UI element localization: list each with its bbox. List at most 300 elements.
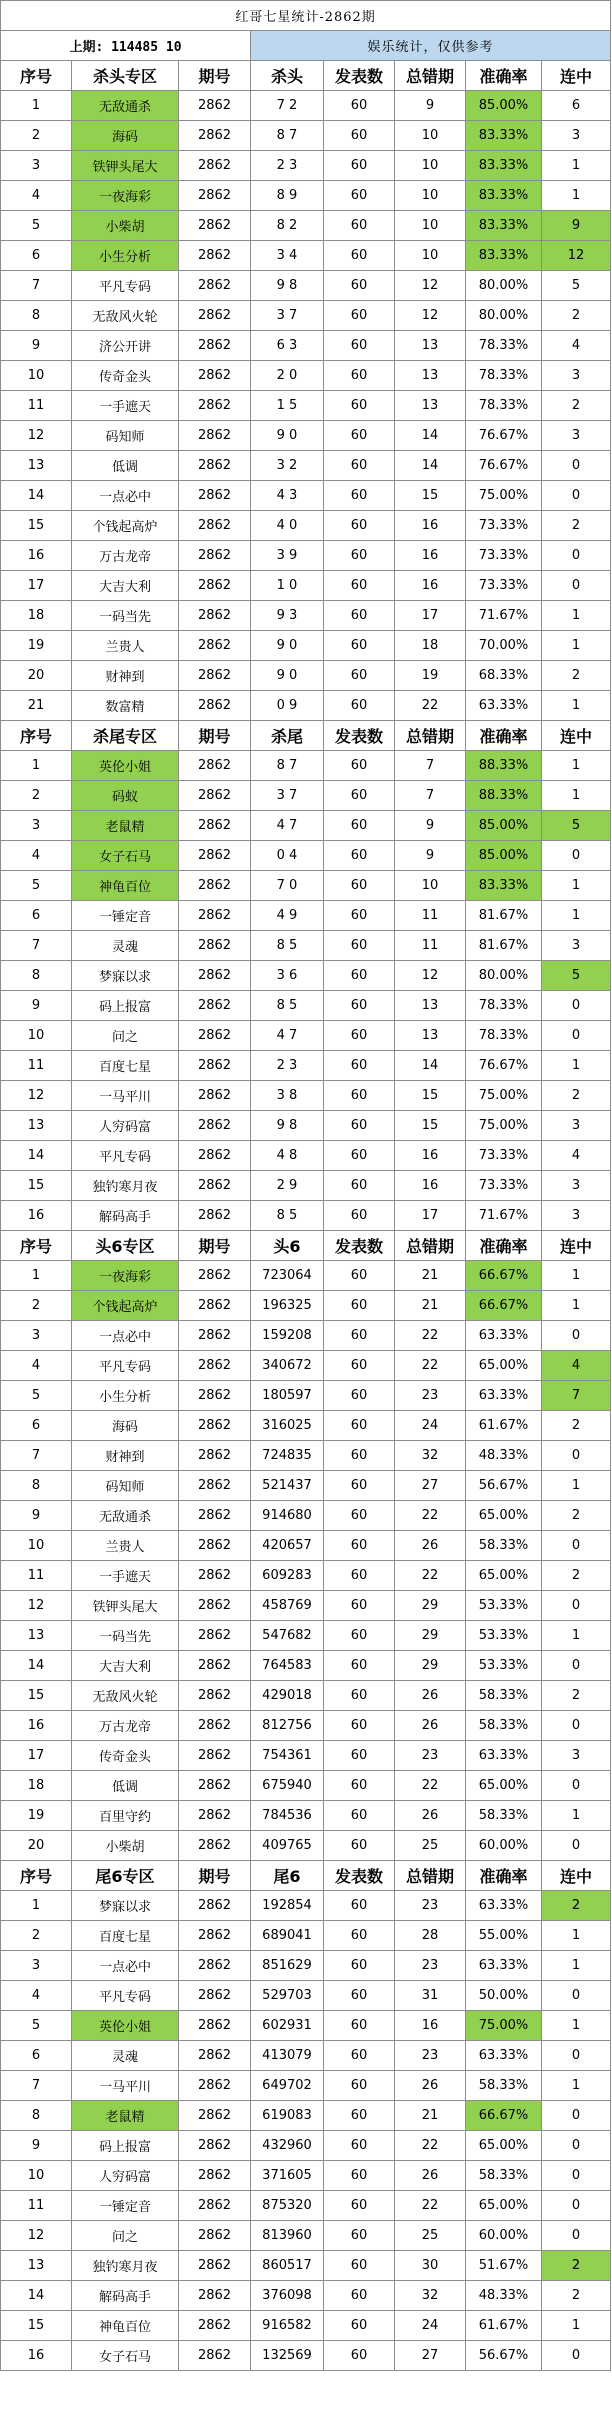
predicted-value: 916582 — [251, 2311, 324, 2341]
row-number: 7 — [1, 931, 72, 961]
post-count: 60 — [324, 601, 395, 631]
win-streak: 0 — [542, 1021, 611, 1051]
win-streak: 9 — [542, 211, 611, 241]
win-streak: 1 — [542, 151, 611, 181]
miss-count: 13 — [395, 331, 466, 361]
predictor-name: 灵魂 — [72, 931, 179, 961]
predicted-value: 429018 — [251, 1681, 324, 1711]
predicted-value: 724835 — [251, 1441, 324, 1471]
miss-count: 21 — [395, 1261, 466, 1291]
win-streak: 1 — [542, 1051, 611, 1081]
header-miss: 总错期 — [395, 721, 466, 751]
row-number: 11 — [1, 1051, 72, 1081]
post-count: 60 — [324, 1441, 395, 1471]
miss-count: 7 — [395, 781, 466, 811]
header-no: 序号 — [1, 61, 72, 91]
miss-count: 10 — [395, 871, 466, 901]
issue-number: 2862 — [179, 2221, 251, 2251]
table-row — [1, 1561, 611, 1591]
miss-count: 23 — [395, 1891, 466, 1921]
accuracy-rate: 83.33% — [466, 151, 542, 181]
predictor-name: 财神到 — [72, 661, 179, 691]
predictor-name: 一夜海彩 — [72, 1261, 179, 1291]
accuracy-rate: 65.00% — [466, 1771, 542, 1801]
issue-number: 2862 — [179, 661, 251, 691]
header-issue: 期号 — [179, 1861, 251, 1891]
accuracy-rate: 88.33% — [466, 751, 542, 781]
predictor-name: 一手遮天 — [72, 391, 179, 421]
predictor-name: 个钱起高炉 — [72, 511, 179, 541]
predictor-name: 人穷码富 — [72, 1111, 179, 1141]
accuracy-rate: 63.33% — [466, 1951, 542, 1981]
post-count: 60 — [324, 1111, 395, 1141]
predicted-value: 813960 — [251, 2221, 324, 2251]
predicted-value: 812756 — [251, 1711, 324, 1741]
table-row — [1, 1171, 611, 1201]
predicted-value: 675940 — [251, 1771, 324, 1801]
row-number: 16 — [1, 2341, 72, 2371]
miss-count: 9 — [395, 841, 466, 871]
miss-count: 31 — [395, 1981, 466, 2011]
issue-number: 2862 — [179, 2131, 251, 2161]
row-number: 16 — [1, 541, 72, 571]
issue-number: 2862 — [179, 301, 251, 331]
win-streak: 2 — [542, 391, 611, 421]
accuracy-rate: 60.00% — [466, 2221, 542, 2251]
win-streak: 0 — [542, 1441, 611, 1471]
accuracy-rate: 58.33% — [466, 2071, 542, 2101]
table-row — [1, 1981, 611, 2011]
win-streak: 5 — [542, 271, 611, 301]
win-streak: 2 — [542, 1501, 611, 1531]
miss-count: 13 — [395, 1021, 466, 1051]
predictor-name: 百度七星 — [72, 1921, 179, 1951]
post-count: 60 — [324, 541, 395, 571]
predictor-name: 万古龙帝 — [72, 541, 179, 571]
predictor-name: 百度七星 — [72, 1051, 179, 1081]
miss-count: 13 — [395, 991, 466, 1021]
miss-count: 15 — [395, 1081, 466, 1111]
accuracy-rate: 58.33% — [466, 1801, 542, 1831]
issue-number: 2862 — [179, 1651, 251, 1681]
predicted-value: 8 9 — [251, 181, 324, 211]
table-row — [1, 2281, 611, 2311]
miss-count: 28 — [395, 1921, 466, 1951]
row-number: 21 — [1, 691, 72, 721]
miss-count: 27 — [395, 2341, 466, 2371]
issue-number: 2862 — [179, 1891, 251, 1921]
accuracy-rate: 85.00% — [466, 811, 542, 841]
issue-number: 2862 — [179, 1411, 251, 1441]
predictor-name: 老鼠精 — [72, 2101, 179, 2131]
accuracy-rate: 51.67% — [466, 2251, 542, 2281]
issue-number: 2862 — [179, 1921, 251, 1951]
last-draw-label: 上期: 114485 10 — [1, 31, 251, 61]
post-count: 60 — [324, 1951, 395, 1981]
issue-number: 2862 — [179, 1831, 251, 1861]
table-row — [1, 1831, 611, 1861]
issue-number: 2862 — [179, 811, 251, 841]
accuracy-rate: 73.33% — [466, 1171, 542, 1201]
table-row — [1, 2221, 611, 2251]
accuracy-rate: 55.00% — [466, 1921, 542, 1951]
table-row — [1, 211, 611, 241]
header-zone: 尾6专区 — [72, 1861, 179, 1891]
miss-count: 13 — [395, 391, 466, 421]
miss-count: 22 — [395, 691, 466, 721]
predicted-value: 6 3 — [251, 331, 324, 361]
accuracy-rate: 68.33% — [466, 661, 542, 691]
predictor-name: 英伦小姐 — [72, 751, 179, 781]
predicted-value: 609283 — [251, 1561, 324, 1591]
post-count: 60 — [324, 2311, 395, 2341]
miss-count: 32 — [395, 1441, 466, 1471]
table-row — [1, 1531, 611, 1561]
header-no: 序号 — [1, 1861, 72, 1891]
predicted-value: 0 9 — [251, 691, 324, 721]
header-value: 头6 — [251, 1231, 324, 1261]
predictor-name: 码上报富 — [72, 2131, 179, 2161]
predictor-name: 个钱起高炉 — [72, 1291, 179, 1321]
miss-count: 23 — [395, 1741, 466, 1771]
accuracy-rate: 66.67% — [466, 1291, 542, 1321]
predicted-value: 914680 — [251, 1501, 324, 1531]
miss-count: 17 — [395, 1201, 466, 1231]
row-number: 7 — [1, 2071, 72, 2101]
issue-number: 2862 — [179, 2251, 251, 2281]
post-count: 60 — [324, 1291, 395, 1321]
issue-number: 2862 — [179, 2311, 251, 2341]
row-number: 8 — [1, 961, 72, 991]
row-number: 1 — [1, 1891, 72, 1921]
win-streak: 3 — [542, 931, 611, 961]
title-row — [1, 1, 611, 31]
row-number: 16 — [1, 1201, 72, 1231]
post-count: 60 — [324, 151, 395, 181]
predictor-name: 平凡专码 — [72, 1981, 179, 2011]
row-number: 4 — [1, 1981, 72, 2011]
accuracy-rate: 80.00% — [466, 271, 542, 301]
predictor-name: 女子石马 — [72, 2341, 179, 2371]
predicted-value: 409765 — [251, 1831, 324, 1861]
predicted-value: 3 2 — [251, 451, 324, 481]
predicted-value: 3 7 — [251, 781, 324, 811]
table-row — [1, 541, 611, 571]
predicted-value: 420657 — [251, 1531, 324, 1561]
row-number: 8 — [1, 301, 72, 331]
miss-count: 26 — [395, 2161, 466, 2191]
predicted-value: 521437 — [251, 1471, 324, 1501]
issue-number: 2862 — [179, 91, 251, 121]
issue-number: 2862 — [179, 121, 251, 151]
predictor-name: 独钓寒月夜 — [72, 2251, 179, 2281]
predicted-value: 754361 — [251, 1741, 324, 1771]
post-count: 60 — [324, 691, 395, 721]
accuracy-rate: 53.33% — [466, 1621, 542, 1651]
predicted-value: 8 5 — [251, 991, 324, 1021]
win-streak: 1 — [542, 901, 611, 931]
win-streak: 1 — [542, 2011, 611, 2041]
predictor-name: 一夜海彩 — [72, 181, 179, 211]
miss-count: 23 — [395, 1381, 466, 1411]
row-number: 1 — [1, 1261, 72, 1291]
table-row — [1, 811, 611, 841]
table-row — [1, 2011, 611, 2041]
accuracy-rate: 75.00% — [466, 1081, 542, 1111]
miss-count: 26 — [395, 1531, 466, 1561]
row-number: 12 — [1, 421, 72, 451]
issue-number: 2862 — [179, 1681, 251, 1711]
win-streak: 1 — [542, 2071, 611, 2101]
predictor-name: 百里守约 — [72, 1801, 179, 1831]
table-row — [1, 2041, 611, 2071]
win-streak: 3 — [542, 121, 611, 151]
miss-count: 21 — [395, 1291, 466, 1321]
issue-number: 2862 — [179, 1321, 251, 1351]
issue-number: 2862 — [179, 901, 251, 931]
accuracy-rate: 76.67% — [466, 421, 542, 451]
miss-count: 24 — [395, 1411, 466, 1441]
predicted-value: 8 5 — [251, 931, 324, 961]
miss-count: 10 — [395, 211, 466, 241]
miss-count: 22 — [395, 1501, 466, 1531]
table-row — [1, 511, 611, 541]
predicted-value: 764583 — [251, 1651, 324, 1681]
win-streak: 1 — [542, 181, 611, 211]
post-count: 60 — [324, 1921, 395, 1951]
row-number: 9 — [1, 991, 72, 1021]
row-number: 19 — [1, 631, 72, 661]
header-miss: 总错期 — [395, 1231, 466, 1261]
accuracy-rate: 70.00% — [466, 631, 542, 661]
row-number: 18 — [1, 1771, 72, 1801]
predictor-name: 独钓寒月夜 — [72, 1171, 179, 1201]
win-streak: 7 — [542, 1381, 611, 1411]
accuracy-rate: 61.67% — [466, 1411, 542, 1441]
accuracy-rate: 83.33% — [466, 121, 542, 151]
post-count: 60 — [324, 1981, 395, 2011]
row-number: 16 — [1, 1711, 72, 1741]
accuracy-rate: 63.33% — [466, 1381, 542, 1411]
post-count: 60 — [324, 2341, 395, 2371]
table-row — [1, 1621, 611, 1651]
section-header-row — [1, 721, 611, 751]
predicted-value: 8 2 — [251, 211, 324, 241]
accuracy-rate: 66.67% — [466, 1261, 542, 1291]
predicted-value: 316025 — [251, 1411, 324, 1441]
accuracy-rate: 73.33% — [466, 541, 542, 571]
predictor-name: 一码当先 — [72, 1621, 179, 1651]
table-row — [1, 1741, 611, 1771]
table-row — [1, 1201, 611, 1231]
accuracy-rate: 63.33% — [466, 1891, 542, 1921]
post-count: 60 — [324, 751, 395, 781]
table-row — [1, 421, 611, 451]
win-streak: 2 — [542, 1561, 611, 1591]
post-count: 60 — [324, 1051, 395, 1081]
table-row — [1, 1771, 611, 1801]
predictor-name: 无敌风火轮 — [72, 301, 179, 331]
row-number: 12 — [1, 1591, 72, 1621]
header-issue: 期号 — [179, 1231, 251, 1261]
row-number: 13 — [1, 2251, 72, 2281]
accuracy-rate: 58.33% — [466, 1711, 542, 1741]
predicted-value: 860517 — [251, 2251, 324, 2281]
accuracy-rate: 71.67% — [466, 1201, 542, 1231]
header-count: 发表数 — [324, 61, 395, 91]
row-number: 11 — [1, 2191, 72, 2221]
header-streak: 连中 — [542, 1861, 611, 1891]
predicted-value: 851629 — [251, 1951, 324, 1981]
table-row — [1, 691, 611, 721]
table-row — [1, 2251, 611, 2281]
section-header-row — [1, 1231, 611, 1261]
row-number: 7 — [1, 1441, 72, 1471]
row-number: 14 — [1, 481, 72, 511]
predicted-value: 547682 — [251, 1621, 324, 1651]
row-number: 2 — [1, 1921, 72, 1951]
accuracy-rate: 83.33% — [466, 181, 542, 211]
win-streak: 1 — [542, 1801, 611, 1831]
predictor-name: 数富精 — [72, 691, 179, 721]
row-number: 14 — [1, 1651, 72, 1681]
predictor-name: 铁钾头尾大 — [72, 1591, 179, 1621]
table-row — [1, 1681, 611, 1711]
issue-number: 2862 — [179, 151, 251, 181]
table-row — [1, 1591, 611, 1621]
post-count: 60 — [324, 451, 395, 481]
accuracy-rate: 63.33% — [466, 1741, 542, 1771]
header-value: 尾6 — [251, 1861, 324, 1891]
accuracy-rate: 78.33% — [466, 331, 542, 361]
post-count: 60 — [324, 1351, 395, 1381]
win-streak: 1 — [542, 631, 611, 661]
issue-number: 2862 — [179, 2281, 251, 2311]
win-streak: 0 — [542, 2101, 611, 2131]
header-count: 发表数 — [324, 721, 395, 751]
predictor-name: 传奇金头 — [72, 1741, 179, 1771]
issue-number: 2862 — [179, 361, 251, 391]
row-number: 18 — [1, 601, 72, 631]
row-number: 8 — [1, 1471, 72, 1501]
issue-number: 2862 — [179, 1801, 251, 1831]
post-count: 60 — [324, 2221, 395, 2251]
issue-number: 2862 — [179, 601, 251, 631]
post-count: 60 — [324, 2101, 395, 2131]
header-count: 发表数 — [324, 1861, 395, 1891]
predictor-name: 低调 — [72, 451, 179, 481]
issue-number: 2862 — [179, 1501, 251, 1531]
predictor-name: 老鼠精 — [72, 811, 179, 841]
table-row — [1, 1411, 611, 1441]
issue-number: 2862 — [179, 1471, 251, 1501]
miss-count: 10 — [395, 241, 466, 271]
predicted-value: 371605 — [251, 2161, 324, 2191]
header-zone: 杀头专区 — [72, 61, 179, 91]
miss-count: 11 — [395, 931, 466, 961]
post-count: 60 — [324, 271, 395, 301]
row-number: 10 — [1, 361, 72, 391]
predictor-name: 小柴胡 — [72, 1831, 179, 1861]
row-number: 7 — [1, 271, 72, 301]
accuracy-rate: 75.00% — [466, 2011, 542, 2041]
predicted-value: 2 3 — [251, 151, 324, 181]
issue-number: 2862 — [179, 421, 251, 451]
predictor-name: 解码高手 — [72, 1201, 179, 1231]
win-streak: 1 — [542, 2311, 611, 2341]
post-count: 60 — [324, 871, 395, 901]
predicted-value: 2 3 — [251, 1051, 324, 1081]
predicted-value: 784536 — [251, 1801, 324, 1831]
row-number: 13 — [1, 451, 72, 481]
row-number: 1 — [1, 91, 72, 121]
win-streak: 0 — [542, 2131, 611, 2161]
table-row — [1, 2341, 611, 2371]
predictor-name: 码知师 — [72, 421, 179, 451]
issue-number: 2862 — [179, 1561, 251, 1591]
win-streak: 1 — [542, 1621, 611, 1651]
accuracy-rate: 66.67% — [466, 2101, 542, 2131]
predictor-name: 传奇金头 — [72, 361, 179, 391]
predictor-name: 梦寐以求 — [72, 1891, 179, 1921]
table-row — [1, 1291, 611, 1321]
row-number: 15 — [1, 511, 72, 541]
post-count: 60 — [324, 331, 395, 361]
issue-number: 2862 — [179, 931, 251, 961]
table-row — [1, 151, 611, 181]
predictor-name: 一点必中 — [72, 1951, 179, 1981]
post-count: 60 — [324, 2281, 395, 2311]
row-number: 10 — [1, 1021, 72, 1051]
predicted-value: 4 7 — [251, 811, 324, 841]
row-number: 15 — [1, 1171, 72, 1201]
header-issue: 期号 — [179, 61, 251, 91]
accuracy-rate: 75.00% — [466, 481, 542, 511]
post-count: 60 — [324, 121, 395, 151]
issue-number: 2862 — [179, 691, 251, 721]
predictor-name: 兰贵人 — [72, 631, 179, 661]
miss-count: 26 — [395, 2071, 466, 2101]
predictor-name: 兰贵人 — [72, 1531, 179, 1561]
post-count: 60 — [324, 841, 395, 871]
row-number: 4 — [1, 181, 72, 211]
predicted-value: 196325 — [251, 1291, 324, 1321]
post-count: 60 — [324, 2251, 395, 2281]
predicted-value: 3 7 — [251, 301, 324, 331]
issue-number: 2862 — [179, 391, 251, 421]
predicted-value: 8 7 — [251, 121, 324, 151]
post-count: 60 — [324, 1501, 395, 1531]
post-count: 60 — [324, 2131, 395, 2161]
win-streak: 2 — [542, 2251, 611, 2281]
accuracy-rate: 63.33% — [466, 1321, 542, 1351]
post-count: 60 — [324, 211, 395, 241]
win-streak: 0 — [542, 571, 611, 601]
predicted-value: 192854 — [251, 1891, 324, 1921]
predictor-name: 一马平川 — [72, 2071, 179, 2101]
row-number: 8 — [1, 2101, 72, 2131]
post-count: 60 — [324, 361, 395, 391]
accuracy-rate: 50.00% — [466, 1981, 542, 2011]
info-row — [1, 31, 611, 61]
table-row — [1, 181, 611, 211]
miss-count: 12 — [395, 301, 466, 331]
issue-number: 2862 — [179, 1051, 251, 1081]
miss-count: 16 — [395, 1141, 466, 1171]
predictor-name: 一点必中 — [72, 1321, 179, 1351]
post-count: 60 — [324, 1081, 395, 1111]
table-row — [1, 121, 611, 151]
